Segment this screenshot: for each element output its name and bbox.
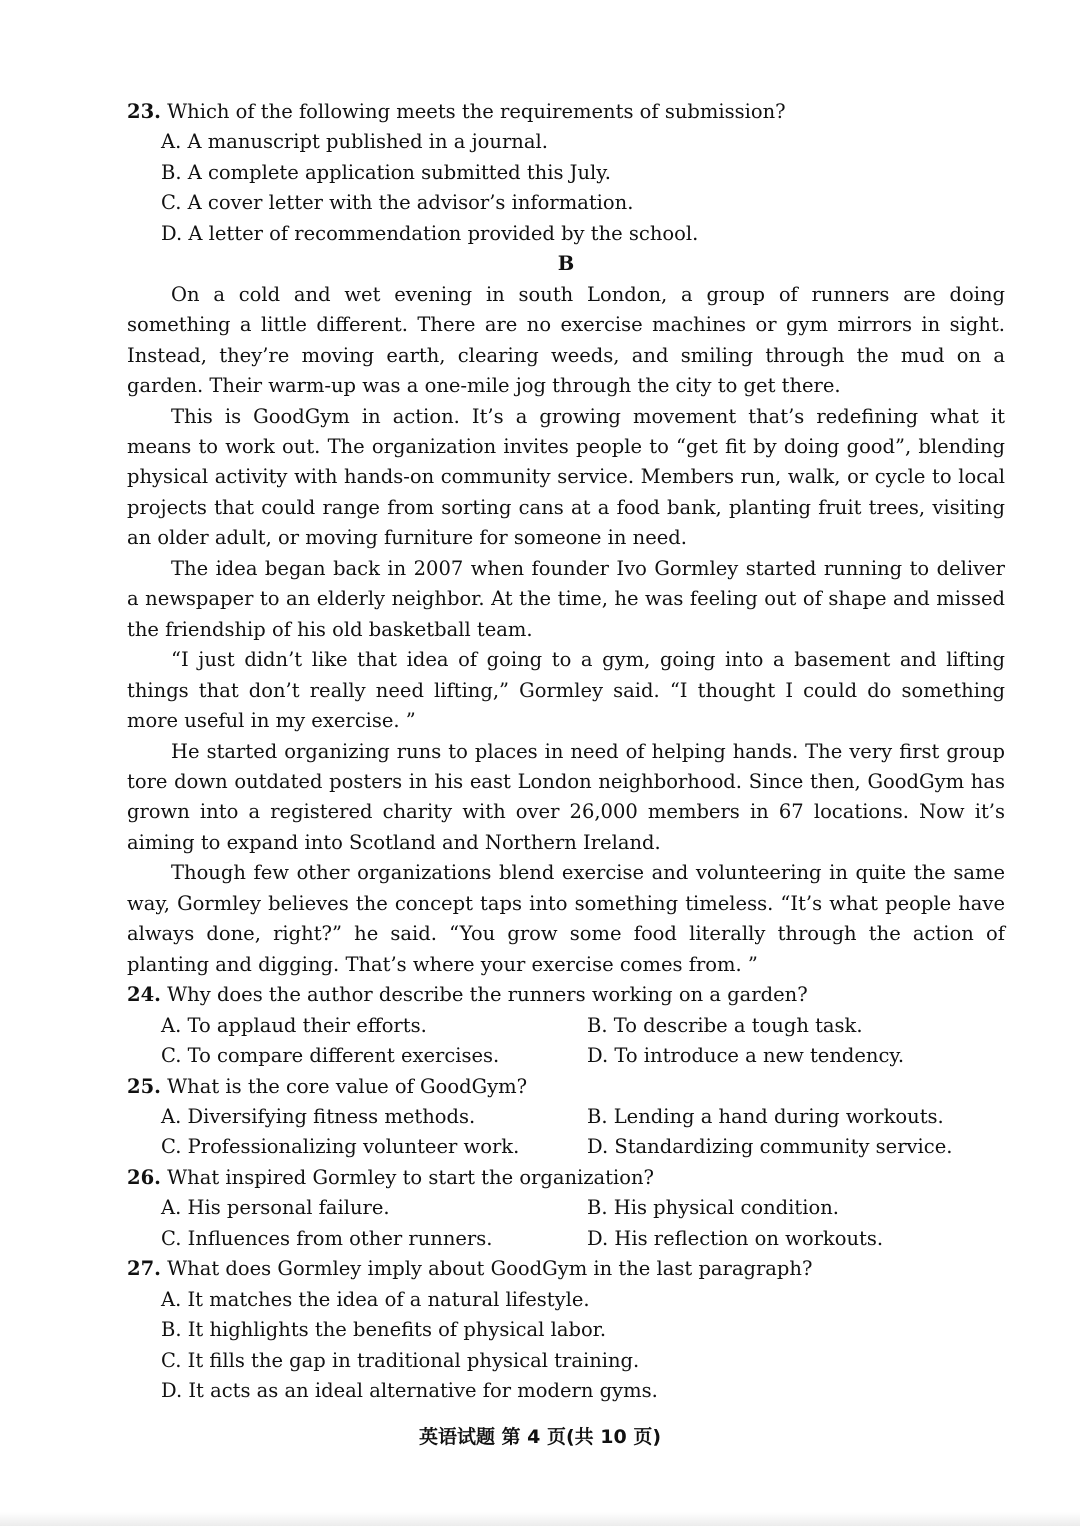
- passage-paragraph-5: He started organizing runs to places in need of helping hands. The very first group tore down outdated posters in his east London neighborhood. Since then, GoodGym has grown into a registered charity with over 26,000 members in 67 locations. Now it’s aiming to expand into Scotland and Northern Ireland.: [127, 739, 1005, 854]
- option-row: [127, 1224, 1005, 1254]
- option-a: A. Diversifying fitness methods.: [161, 1104, 476, 1128]
- option-c: C. Professionalizing volunteer work.: [161, 1135, 520, 1159]
- question-stem: [127, 1163, 1005, 1193]
- question-stem: [127, 1254, 1005, 1284]
- question-text: What is the core value of GoodGym?: [160, 1074, 528, 1098]
- question-27: [127, 1254, 1005, 1406]
- question-25: [127, 1072, 1005, 1163]
- option-b: B. Lending a hand during workouts.: [587, 1104, 944, 1128]
- option-a: A. His personal failure.: [161, 1196, 390, 1220]
- option-a: A. It matches the idea of a natural lifestyle.: [161, 1287, 590, 1311]
- question-number: 25.: [127, 1074, 161, 1098]
- option-b: B. His physical condition.: [587, 1196, 839, 1220]
- option-d: D. To introduce a new tendency.: [587, 1044, 905, 1068]
- page-footer: 英语试题 第 4 页(共 10 页): [418, 1426, 662, 1448]
- option-b: B. To describe a tough task.: [587, 1013, 863, 1037]
- question-text: What inspired Gormley to start the organization?: [160, 1165, 655, 1189]
- question-number: 23.: [127, 100, 161, 123]
- question-text: Which of the following meets the requirements of submission?: [160, 100, 786, 123]
- passage-title: B: [557, 252, 575, 276]
- option-b: B. It highlights the benefits of physical labor.: [161, 1318, 607, 1342]
- option-c: C. A cover letter with the advisor’s information.: [161, 191, 634, 215]
- passage-paragraph-2: This is GoodGym in action. It’s a growing movement that’s redefining what it means to work out. The organization invites people to “get fit by doing good”, blending physical activity with hands-on community service. Members run, walk, or cycle to local projects that could range from sorting cans at a food bank, planting fruit trees, visiting an older adult, or moving furniture for someone in need.: [127, 404, 1005, 550]
- question-stem: [127, 980, 1005, 1010]
- passage-paragraph-4: “I just didn’t like that idea of going to a gym, going into a basement and lifting things that don’t really need lifting,” Gormley said. “I thought I could do something more useful in my exercise. ”: [127, 648, 1005, 733]
- passage-paragraph-1: On a cold and wet evening in south London, a group of runners are doing something a little different. There are no exercise machines or gym mirrors in sight. Instead, they’re moving earth, clearing weeds, and smiling through the mud on a garden. Their warm-up was a one-mile jog through the city to get there.: [127, 282, 1005, 398]
- option-row: [127, 1102, 1005, 1132]
- question-stem: [127, 97, 1005, 127]
- option-d: D. It acts as an ideal alternative for modern gyms.: [161, 1379, 658, 1403]
- option-c: C. To compare different exercises.: [161, 1044, 500, 1068]
- question-23: [127, 97, 1005, 249]
- question-stem: [127, 1072, 1005, 1102]
- option-c: C. It fills the gap in traditional physical training.: [161, 1348, 640, 1372]
- question-number: 24.: [127, 983, 161, 1007]
- option-row: [127, 1011, 1005, 1041]
- option-a: A. To applaud their efforts.: [161, 1013, 427, 1037]
- option-row: [127, 1041, 1005, 1071]
- question-text: What does Gormley imply about GoodGym in the last paragraph?: [160, 1257, 813, 1281]
- option-c: C. Influences from other runners.: [161, 1226, 493, 1250]
- question-26: [127, 1163, 1005, 1254]
- option-row: [127, 1193, 1005, 1223]
- option-b: B. A complete application submitted this July.: [161, 160, 611, 184]
- scan-edge-shadow: [0, 1512, 1080, 1526]
- option-d: D. His reflection on workouts.: [587, 1226, 884, 1250]
- option-a: A. A manuscript published in a journal.: [161, 130, 548, 154]
- passage-b: [127, 280, 1005, 980]
- option-d: D. Standardizing community service.: [587, 1135, 953, 1159]
- question-text: Why does the author describe the runners working on a garden?: [160, 983, 808, 1007]
- question-24: [127, 980, 1005, 1071]
- passage-paragraph-3: The idea began back in 2007 when founder Ivo Gormley started running to deliver a newspaper to an elderly neighbor. At the time, he was feeling out of shape and missed the friendship of his old basketball team.: [127, 556, 1005, 641]
- option-row: [127, 1132, 1005, 1162]
- passage-paragraph-6: Though few other organizations blend exercise and volunteering in quite the same way, Gormley believes the concept taps into something timeless. “It’s what people have always done, right?” he said. “You grow some food literally through the action of planting and digging. That’s where your exercise comes from. ”: [127, 861, 1005, 976]
- exam-page-content: [127, 97, 1005, 1406]
- question-number: 27.: [127, 1257, 161, 1281]
- option-d: D. A letter of recommendation provided by the school.: [161, 221, 699, 245]
- question-number: 26.: [127, 1165, 161, 1189]
